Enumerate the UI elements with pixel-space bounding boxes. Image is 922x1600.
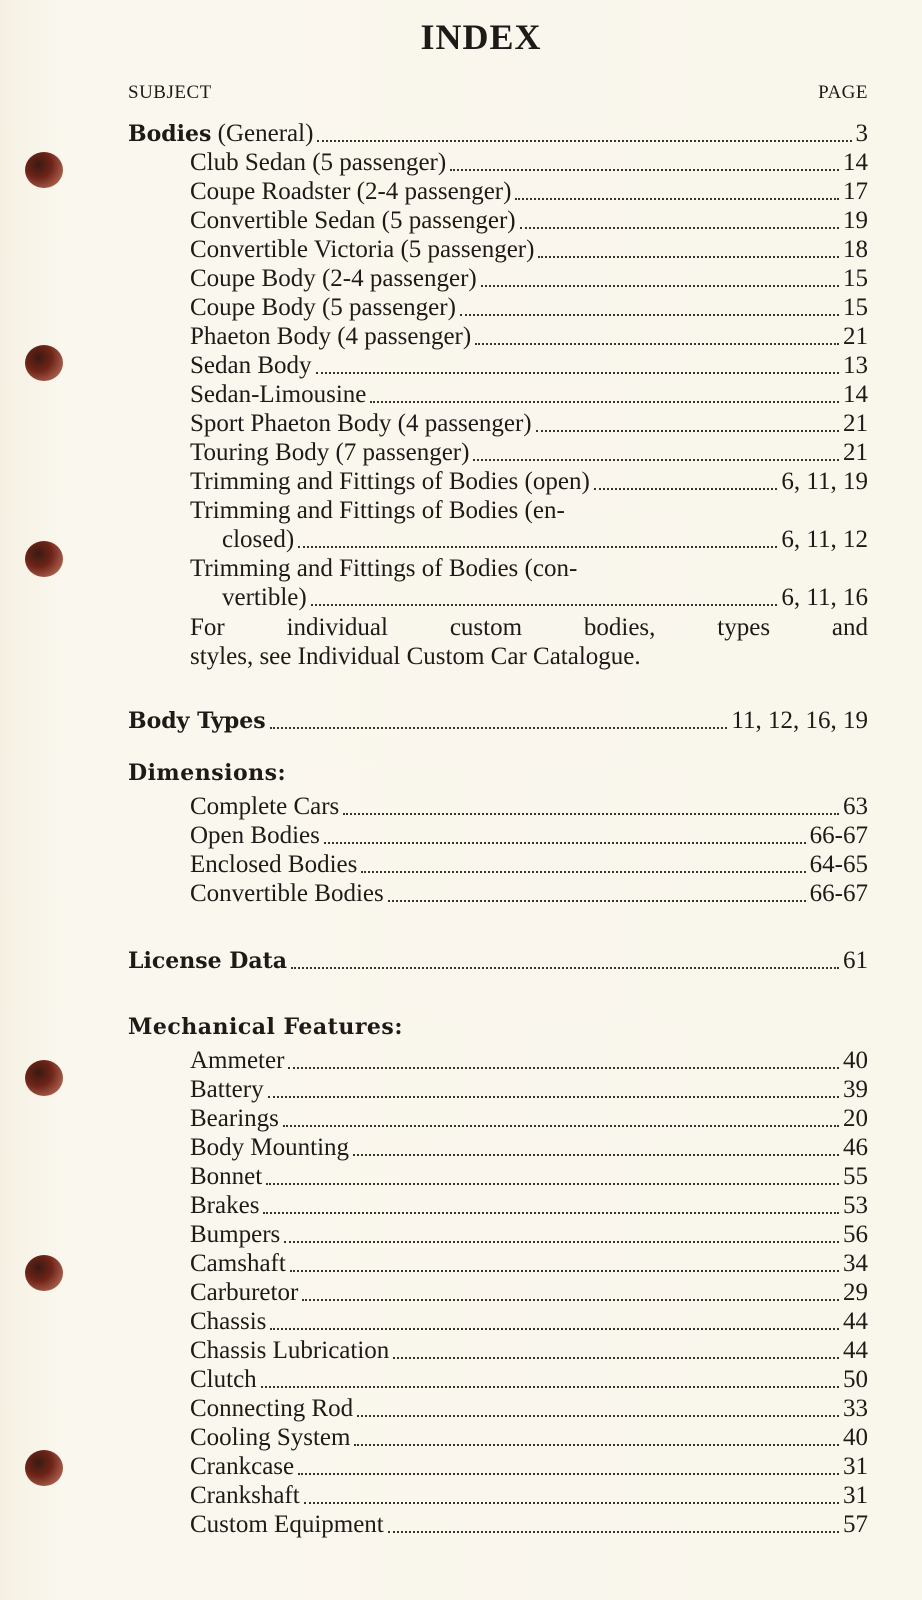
index-entry	[190, 265, 868, 294]
entry-label: Sport Phaeton Body (4 passenger)	[190, 410, 532, 437]
dot-leader	[353, 1154, 839, 1156]
section-heading: License Data	[128, 948, 288, 974]
index-entry-bodies: Bodies (General) 3	[128, 120, 868, 147]
dot-leader	[317, 140, 851, 142]
page-number: 66-67	[809, 822, 868, 849]
index-entry	[190, 1511, 868, 1540]
dot-leader	[298, 546, 777, 548]
dot-leader	[316, 372, 839, 374]
entry-label: Coupe Body (5 passenger)	[190, 294, 456, 321]
index-entry-wrapped: Trimming and Fittings of Bodies (con-	[190, 555, 578, 582]
page-number: 6, 11, 12	[781, 526, 868, 553]
dot-leader	[370, 401, 839, 403]
entry-label: Ammeter	[190, 1047, 285, 1074]
dot-leader	[393, 1357, 839, 1359]
index-entry	[190, 1482, 868, 1511]
dot-leader	[302, 1299, 839, 1301]
entry-label: Connecting Rod	[190, 1395, 354, 1422]
page-number: 46	[843, 1134, 868, 1161]
index-entry	[190, 793, 868, 822]
page-number: 19	[843, 207, 868, 234]
page-number: 63	[843, 793, 868, 820]
index-entry	[190, 1076, 868, 1105]
dot-leader	[284, 1241, 839, 1243]
page-number: 44	[843, 1337, 868, 1364]
index-entry	[190, 236, 868, 265]
page-number: 15	[843, 265, 868, 292]
page-number: 34	[843, 1250, 868, 1277]
entry-label: Open Bodies	[190, 822, 320, 849]
page-number: 6, 11, 16	[781, 584, 868, 611]
index-entry	[190, 1250, 868, 1279]
page-number: 21	[843, 323, 868, 350]
index-entry	[190, 1105, 868, 1134]
binder-hole-icon	[25, 541, 63, 577]
dot-leader	[261, 1386, 839, 1388]
entry-label: Trimming and Fittings of Bodies (open)	[190, 468, 590, 495]
index-entry	[190, 1337, 868, 1366]
index-entry	[190, 410, 868, 439]
index-entry	[190, 1366, 868, 1395]
index-entry	[190, 149, 868, 178]
entry-label: Custom Equipment	[190, 1511, 384, 1538]
entry-label: Sedan-Limousine	[190, 381, 367, 408]
section-heading: Bodies	[128, 121, 212, 147]
index-entry	[190, 468, 868, 497]
entry-label: Club Sedan (5 passenger)	[190, 149, 447, 176]
entry-label: Enclosed Bodies	[190, 851, 358, 878]
page-number: 3	[855, 120, 868, 147]
section-heading-dimensions: Dimensions:	[128, 760, 287, 786]
page-number: 31	[843, 1453, 868, 1480]
dot-leader	[266, 1183, 839, 1185]
page-number: 64-65	[809, 851, 868, 878]
index-entry-wrapped-cont: vertible) 6, 11, 16	[222, 584, 868, 611]
page-number: 21	[843, 439, 868, 466]
dot-leader	[538, 256, 839, 258]
index-entry	[190, 207, 868, 236]
dot-leader	[263, 1212, 839, 1214]
dot-leader	[388, 900, 806, 902]
index-entry	[190, 880, 868, 909]
index-entry-wrapped-cont: closed) 6, 11, 12	[222, 526, 868, 553]
page-number: 14	[843, 149, 868, 176]
index-entry	[190, 294, 868, 323]
dot-leader	[515, 198, 839, 200]
page-number: 15	[843, 294, 868, 321]
page-number: 61	[843, 947, 868, 974]
page-number: 6, 11, 19	[781, 468, 868, 495]
entry-label: Camshaft	[190, 1250, 286, 1277]
page-number: 56	[843, 1221, 868, 1248]
entry-label: Sedan Body	[190, 352, 312, 379]
page-number: 40	[843, 1047, 868, 1074]
index-entry	[190, 1047, 868, 1076]
page-number: 55	[843, 1163, 868, 1190]
dot-leader	[270, 727, 728, 729]
dot-leader	[473, 459, 839, 461]
entry-label: Bumpers	[190, 1221, 281, 1248]
entry-label: Battery	[190, 1076, 264, 1103]
entry-label: Convertible Sedan (5 passenger)	[190, 207, 516, 234]
index-entry	[190, 323, 868, 352]
page-number: 40	[843, 1424, 868, 1451]
binder-hole-icon	[25, 1060, 63, 1096]
entry-label: Touring Body (7 passenger)	[190, 439, 470, 466]
dot-leader	[361, 871, 805, 873]
page-number: 66-67	[809, 880, 868, 907]
page-number: 44	[843, 1308, 868, 1335]
entry-label: Brakes	[190, 1192, 260, 1219]
dot-leader	[298, 1473, 839, 1475]
page-number: 39	[843, 1076, 868, 1103]
page-number: 31	[843, 1482, 868, 1509]
dot-leader	[354, 1444, 839, 1446]
entry-label: Crankcase	[190, 1453, 295, 1480]
index-entry	[190, 1424, 868, 1453]
entry-label: Carburetor	[190, 1279, 299, 1306]
dot-leader	[460, 314, 839, 316]
index-entry	[190, 1192, 868, 1221]
page-number: 14	[843, 381, 868, 408]
index-entry	[190, 1279, 868, 1308]
entry-label: Body Mounting	[190, 1134, 350, 1161]
entry-label: Coupe Roadster (2-4 passenger)	[190, 178, 512, 205]
dot-leader	[268, 1096, 839, 1098]
index-entry	[190, 1134, 868, 1163]
entry-label: Complete Cars	[190, 793, 340, 820]
page-number: 50	[843, 1366, 868, 1393]
entry-label: Bonnet	[190, 1163, 263, 1190]
page-number: 20	[843, 1105, 868, 1132]
dot-leader	[343, 813, 839, 815]
column-header-subject: SUBJECT	[128, 82, 212, 103]
page-number: 13	[843, 352, 868, 379]
index-entry	[190, 1221, 868, 1250]
section-heading: Body Types	[128, 708, 266, 734]
dot-leader	[270, 1328, 839, 1330]
dot-leader	[357, 1415, 839, 1417]
entry-label: Chassis	[190, 1308, 267, 1335]
index-entry	[190, 1163, 868, 1192]
index-entry	[190, 851, 868, 880]
dot-leader	[594, 488, 778, 490]
index-entry	[190, 381, 868, 410]
index-entry	[190, 352, 868, 381]
binder-hole-icon	[25, 1255, 63, 1291]
dot-leader	[290, 1270, 839, 1272]
binder-hole-icon	[25, 345, 63, 381]
entry-label: Bearings	[190, 1105, 279, 1132]
page-number: 33	[843, 1395, 868, 1422]
column-header-page: PAGE	[818, 82, 868, 103]
index-entry-body-types	[128, 707, 868, 736]
entry-label: Chassis Lubrication	[190, 1337, 390, 1364]
dot-leader	[475, 343, 839, 345]
dot-leader	[288, 1067, 839, 1069]
index-entry	[190, 439, 868, 468]
page-number: 18	[843, 236, 868, 263]
index-entry-license-data	[128, 947, 868, 976]
dot-leader	[311, 604, 778, 606]
page-number: 57	[843, 1511, 868, 1538]
entry-label: Coupe Body (2-4 passenger)	[190, 265, 477, 292]
entry-label: Convertible Victoria (5 passenger)	[190, 236, 535, 263]
binder-hole-icon	[25, 1450, 63, 1486]
entry-label: Phaeton Body (4 passenger)	[190, 323, 472, 350]
dot-leader	[304, 1502, 839, 1504]
index-entry	[190, 1453, 868, 1482]
dot-leader	[520, 227, 839, 229]
entry-label: Clutch	[190, 1366, 257, 1393]
dot-leader	[536, 430, 839, 432]
dot-leader	[291, 967, 839, 969]
entry-label: Cooling System	[190, 1424, 351, 1451]
dot-leader	[450, 169, 839, 171]
dot-leader	[388, 1531, 839, 1533]
index-entry	[190, 178, 868, 207]
entry-label: Convertible Bodies	[190, 880, 384, 907]
page-number: 53	[843, 1192, 868, 1219]
page-number: 29	[843, 1279, 868, 1306]
dot-leader	[283, 1125, 839, 1127]
entry-label: Crankshaft	[190, 1482, 300, 1509]
index-entry-wrapped: Trimming and Fittings of Bodies (en-	[190, 497, 565, 524]
dot-leader	[481, 285, 839, 287]
page-title: INDEX	[420, 17, 542, 57]
binder-hole-icon	[25, 152, 63, 188]
dot-leader	[324, 842, 806, 844]
page-number: 21	[843, 410, 868, 437]
page-number: 17	[843, 178, 868, 205]
index-entry	[190, 822, 868, 851]
section-heading-mechanical: Mechanical Features:	[128, 1014, 403, 1040]
custom-bodies-note: For individual custom bodies, types and styles, see Individual Custom Car Catalogue.	[190, 614, 868, 670]
index-entry	[190, 1395, 868, 1424]
index-entry	[190, 1308, 868, 1337]
page-number: 11, 12, 16, 19	[731, 707, 868, 734]
